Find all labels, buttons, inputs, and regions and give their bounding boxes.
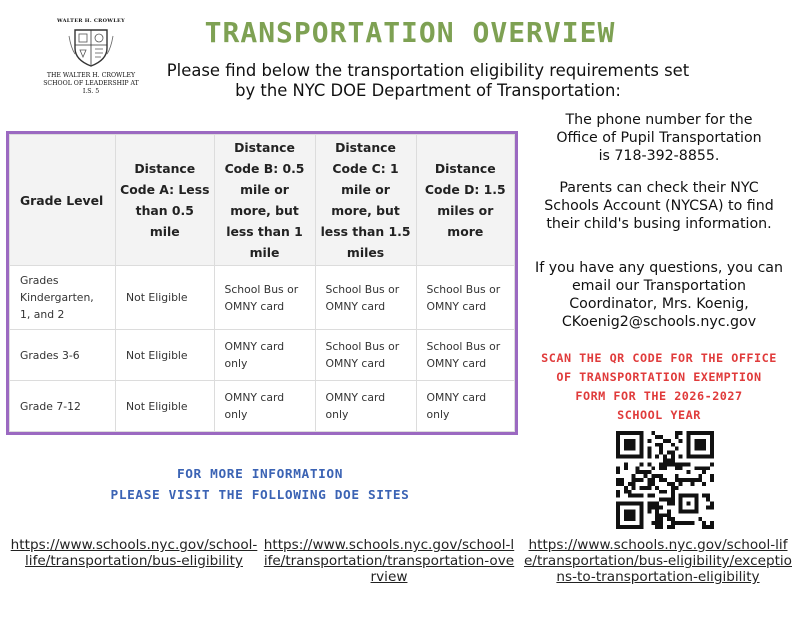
qr-instructions [524, 349, 794, 425]
info-line: Schools Account (NYCSA) to find [544, 198, 774, 214]
column-header: Distance Code A: Less than 0.5 mile [116, 135, 214, 266]
table-row [10, 266, 515, 330]
table-cell: Grades 3-6 [10, 330, 116, 381]
table-cell: School Bus or OMNY card [315, 266, 416, 330]
info-line: If you have any questions, you can [535, 260, 783, 276]
table-cell: OMNY card only [214, 330, 315, 381]
qr-line: SCHOOL YEAR [617, 408, 701, 422]
column-header: Distance Code C: 1 mile or more, but less than 1.5 miles [315, 135, 416, 266]
qr-line: OF TRANSPORTATION EXEMPTION [556, 370, 762, 384]
table-cell: OMNY card only [214, 381, 315, 432]
table-row [10, 381, 515, 432]
column-header: Distance Code B: 0.5 mile or more, but less than 1 mile [214, 135, 315, 266]
intro-line: Please find below the transportation eligibility requirements set [166, 61, 690, 80]
qr-line: SCAN THE QR CODE FOR THE OFFICE [541, 351, 777, 365]
coordinator-email: CKoenig2@schools.nyc.gov [561, 314, 757, 330]
info-line: Parents can check their NYC [559, 180, 759, 196]
page-title: TRANSPORTATION OVERVIEW [204, 16, 616, 49]
more-info-line: FOR MORE INFORMATION [176, 467, 344, 482]
intro-line: by the NYC DOE Department of Transportation: [235, 81, 621, 100]
eligibility-table [9, 134, 515, 432]
info-line: The phone number for the [565, 112, 753, 128]
table-cell: Not Eligible [116, 330, 214, 381]
crest-shield-icon [67, 26, 115, 68]
more-info-heading [80, 464, 440, 506]
column-header: Distance Code D: 1.5 miles or more [416, 135, 514, 266]
nycsa-info [524, 179, 794, 233]
intro-text [158, 61, 698, 101]
table-cell: School Bus or OMNY card [214, 266, 315, 330]
table-cell: OMNY card only [315, 381, 416, 432]
table-header-row [10, 135, 515, 266]
table-cell: Not Eligible [116, 381, 214, 432]
school-name-line: THE WALTER H. CROWLEY [46, 72, 136, 79]
qr-code-icon[interactable] [616, 431, 714, 529]
table-cell: School Bus or OMNY card [416, 330, 514, 381]
qr-line: FORM FOR THE 2026-2027 [575, 389, 743, 403]
transportation-overview-link[interactable]: https://www.schools.nyc.gov/school-life/transportation/transportation-overview [263, 537, 515, 585]
eligibility-table-frame [6, 131, 518, 435]
exceptions-eligibility-link[interactable]: https://www.schools.nyc.gov/school-life/transportation/bus-eligibility/exceptions-to-transportation-eligibility [524, 537, 792, 585]
table-cell: School Bus or OMNY card [315, 330, 416, 381]
column-header: Grade Level [10, 135, 116, 266]
crest-top-text: WALTER H. CROWLEY [56, 18, 126, 24]
contact-info [524, 259, 794, 331]
table-cell: School Bus or OMNY card [416, 266, 514, 330]
phone-number: is 718-392-8855. [598, 148, 720, 164]
info-line: email our Transportation [571, 278, 747, 294]
table-cell: Grades Kindergarten, 1, and 2 [10, 266, 116, 330]
table-cell: Not Eligible [116, 266, 214, 330]
info-line: Office of Pupil Transportation [556, 130, 762, 146]
more-info-line: PLEASE VISIT THE FOLLOWING DOE SITES [110, 488, 410, 503]
table-cell: OMNY card only [416, 381, 514, 432]
table-cell: Grade 7-12 [10, 381, 116, 432]
table-row [10, 330, 515, 381]
phone-info [524, 111, 794, 165]
school-name [40, 72, 142, 96]
school-logo [40, 18, 142, 96]
info-line: their child's busing information. [546, 216, 772, 232]
bus-eligibility-link[interactable]: https://www.schools.nyc.gov/school-life/transportation/bus-eligibility [10, 537, 258, 569]
info-line: Coordinator, Mrs. Koenig, [569, 296, 749, 312]
school-name-line: SCHOOL OF LEADERSHIP AT I.S. 5 [43, 80, 139, 95]
